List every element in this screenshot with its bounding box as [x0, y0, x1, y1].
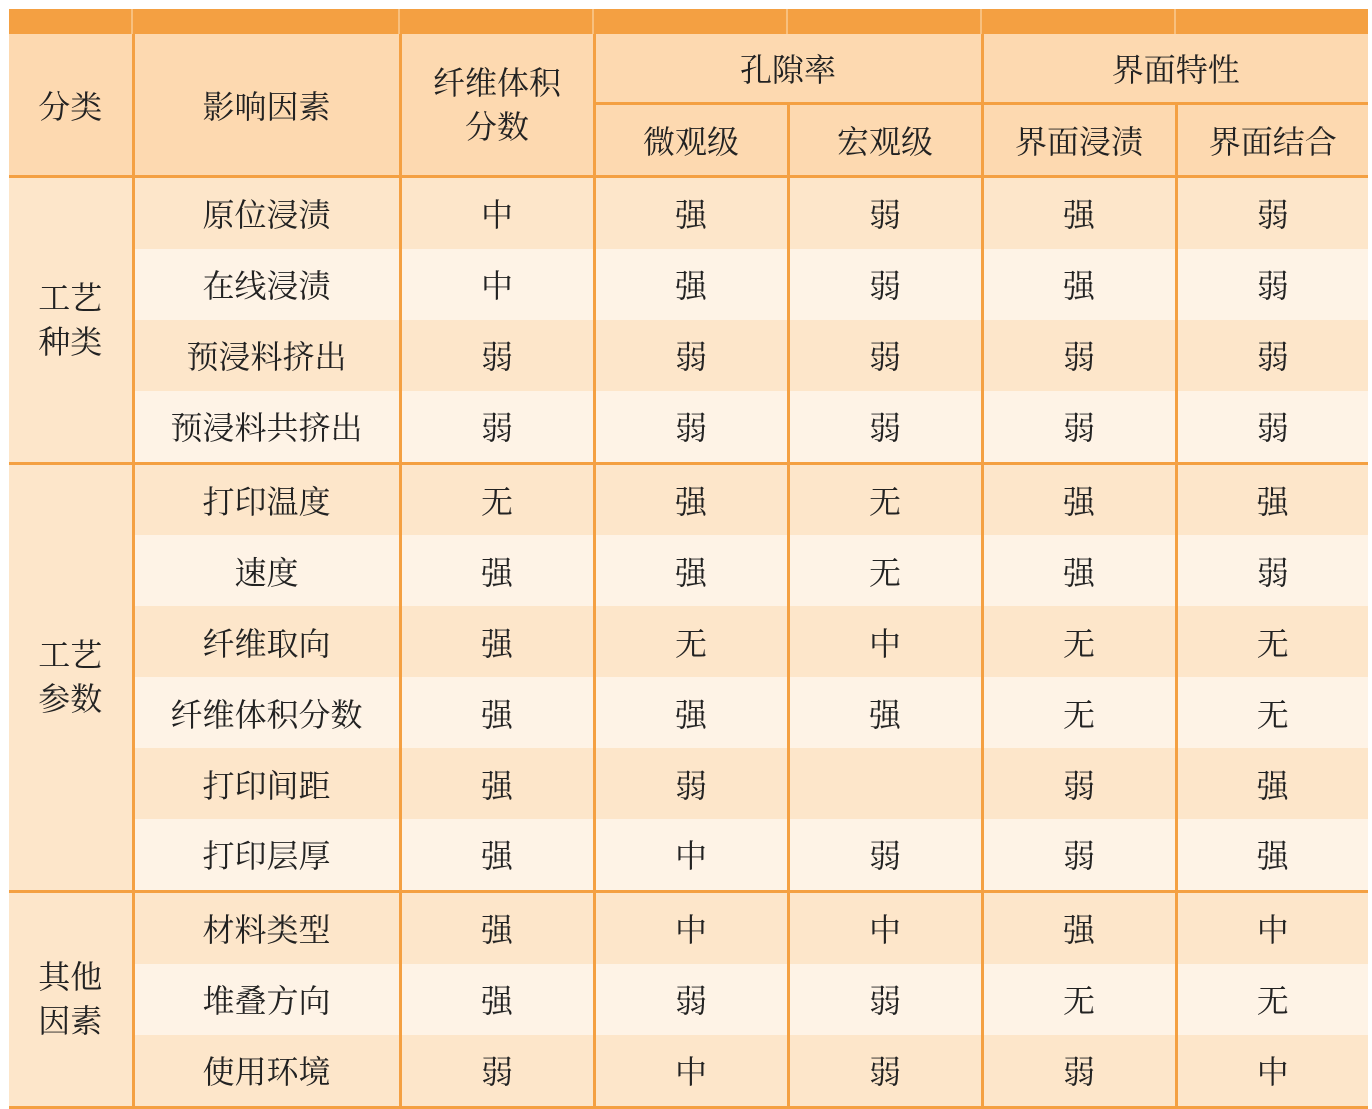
table-row	[9, 320, 1368, 391]
bonding-cell: 弱	[1176, 320, 1368, 391]
bonding-cell: 强	[1176, 748, 1368, 819]
macro-porosity-cell: 强	[788, 677, 982, 748]
macro-porosity-cell: 中	[788, 606, 982, 677]
category-label-line: 工艺	[38, 278, 103, 317]
fiber-volume-cell: 弱	[400, 1035, 594, 1107]
table-row	[9, 891, 1368, 963]
micro-porosity-cell: 弱	[594, 964, 788, 1035]
fiber-volume-cell: 强	[400, 606, 594, 677]
macro-porosity-cell: 中	[788, 891, 982, 963]
macro-porosity-cell	[788, 748, 982, 819]
table-row	[9, 748, 1368, 819]
header-fiber-volume-line1: 纤维体积	[432, 63, 561, 102]
factor-cell: 预浸料共挤出	[133, 391, 400, 463]
factor-cell: 纤维取向	[133, 606, 400, 677]
fiber-volume-cell: 弱	[400, 320, 594, 391]
header-impregnation: 界面浸渍	[982, 104, 1176, 177]
factor-cell: 打印间距	[133, 748, 400, 819]
bonding-cell: 强	[1176, 819, 1368, 891]
header-interface: 界面特性	[982, 34, 1368, 104]
bonding-cell: 无	[1176, 606, 1368, 677]
micro-porosity-cell: 强	[594, 535, 788, 606]
header-porosity: 孔隙率	[594, 34, 982, 104]
category-label-line: 其他	[38, 958, 103, 997]
category-cell	[9, 891, 133, 1107]
table-row	[9, 606, 1368, 677]
bonding-cell: 无	[1176, 677, 1368, 748]
table-header	[9, 34, 1368, 177]
impregnation-cell: 强	[982, 535, 1176, 606]
fiber-volume-cell: 强	[400, 964, 594, 1035]
micro-porosity-cell: 弱	[594, 748, 788, 819]
factor-cell: 打印温度	[133, 463, 400, 535]
header-macro: 宏观级	[788, 104, 982, 177]
bonding-cell: 中	[1176, 891, 1368, 963]
table-row	[9, 677, 1368, 748]
header-fiber-volume	[400, 34, 594, 177]
table-row	[9, 1035, 1368, 1107]
factor-cell: 堆叠方向	[133, 964, 400, 1035]
table-row	[9, 535, 1368, 606]
table-row	[9, 819, 1368, 891]
bonding-cell: 强	[1176, 463, 1368, 535]
table-top-bar	[9, 9, 1368, 34]
fiber-volume-cell: 弱	[400, 391, 594, 463]
micro-porosity-cell: 强	[594, 677, 788, 748]
table-row	[9, 964, 1368, 1035]
header-category: 分类	[9, 34, 133, 177]
factor-cell: 速度	[133, 535, 400, 606]
micro-porosity-cell: 中	[594, 891, 788, 963]
impregnation-cell: 强	[982, 463, 1176, 535]
micro-porosity-cell: 弱	[594, 320, 788, 391]
micro-porosity-cell: 强	[594, 463, 788, 535]
header-factor: 影响因素	[133, 34, 400, 177]
category-label-line: 因素	[38, 1002, 103, 1041]
micro-porosity-cell: 强	[594, 177, 788, 249]
fiber-volume-cell: 中	[400, 177, 594, 249]
macro-porosity-cell: 弱	[788, 819, 982, 891]
table-row	[9, 249, 1368, 320]
micro-porosity-cell: 强	[594, 249, 788, 320]
header-micro: 微观级	[594, 104, 788, 177]
micro-porosity-cell: 无	[594, 606, 788, 677]
impregnation-cell: 弱	[982, 748, 1176, 819]
factor-table	[9, 34, 1368, 1109]
fiber-volume-cell: 强	[400, 748, 594, 819]
bonding-cell: 弱	[1176, 249, 1368, 320]
micro-porosity-cell: 弱	[594, 391, 788, 463]
factor-cell: 预浸料挤出	[133, 320, 400, 391]
factor-cell: 纤维体积分数	[133, 677, 400, 748]
macro-porosity-cell: 弱	[788, 320, 982, 391]
impregnation-cell: 强	[982, 891, 1176, 963]
header-fiber-volume-line2: 分数	[464, 107, 529, 146]
factor-cell: 打印层厚	[133, 819, 400, 891]
fiber-volume-cell: 强	[400, 819, 594, 891]
impregnation-cell: 强	[982, 249, 1176, 320]
macro-porosity-cell: 弱	[788, 177, 982, 249]
macro-porosity-cell: 无	[788, 535, 982, 606]
category-label-line: 种类	[38, 322, 103, 361]
impregnation-cell: 无	[982, 606, 1176, 677]
category-label-line: 工艺	[38, 636, 103, 675]
bonding-cell: 弱	[1176, 535, 1368, 606]
bonding-cell: 无	[1176, 964, 1368, 1035]
macro-porosity-cell: 弱	[788, 1035, 982, 1107]
category-label-line: 参数	[38, 680, 103, 719]
table-row	[9, 391, 1368, 463]
factor-cell: 在线浸渍	[133, 249, 400, 320]
impregnation-cell: 无	[982, 964, 1176, 1035]
table-row	[9, 177, 1368, 249]
fiber-volume-cell: 中	[400, 249, 594, 320]
table-body	[9, 177, 1368, 1108]
fiber-volume-cell: 强	[400, 677, 594, 748]
macro-porosity-cell: 弱	[788, 964, 982, 1035]
factor-cell: 使用环境	[133, 1035, 400, 1107]
impregnation-cell: 弱	[982, 1035, 1176, 1107]
factor-table-wrapper	[9, 9, 1368, 1109]
impregnation-cell: 弱	[982, 819, 1176, 891]
macro-porosity-cell: 无	[788, 463, 982, 535]
micro-porosity-cell: 中	[594, 819, 788, 891]
bonding-cell: 弱	[1176, 391, 1368, 463]
factor-cell: 材料类型	[133, 891, 400, 963]
category-cell	[9, 177, 133, 464]
impregnation-cell: 无	[982, 677, 1176, 748]
factor-cell: 原位浸渍	[133, 177, 400, 249]
macro-porosity-cell: 弱	[788, 249, 982, 320]
bonding-cell: 弱	[1176, 177, 1368, 249]
macro-porosity-cell: 弱	[788, 391, 982, 463]
table-row	[9, 463, 1368, 535]
fiber-volume-cell: 强	[400, 891, 594, 963]
category-cell	[9, 463, 133, 891]
header-bonding: 界面结合	[1176, 104, 1368, 177]
impregnation-cell: 强	[982, 177, 1176, 249]
impregnation-cell: 弱	[982, 320, 1176, 391]
fiber-volume-cell: 强	[400, 535, 594, 606]
fiber-volume-cell: 无	[400, 463, 594, 535]
impregnation-cell: 弱	[982, 391, 1176, 463]
bonding-cell: 中	[1176, 1035, 1368, 1107]
micro-porosity-cell: 中	[594, 1035, 788, 1107]
